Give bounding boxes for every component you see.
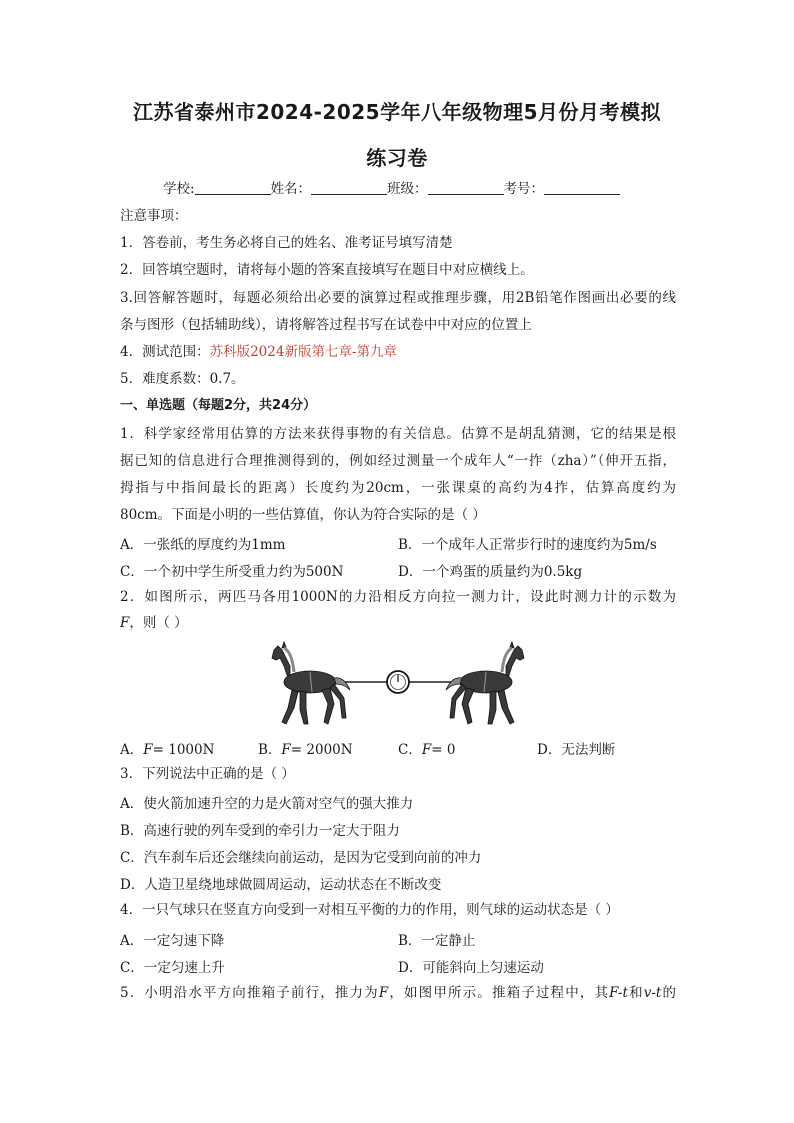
q1-option-c[interactable]: C．一个初中学生所受重力约为500N — [120, 564, 344, 580]
q5-ft-var: F-t — [609, 985, 628, 1001]
q2-b-value: = 2000N — [290, 742, 353, 758]
q4-option-c[interactable]: C．一定匀速上升 — [120, 960, 225, 976]
q2-c-var: F — [421, 742, 432, 758]
spring-scale-icon — [387, 671, 409, 693]
q3-option-c[interactable]: C．汽车刹车后还会继续向前运动，是因为它受到向前的冲力 — [120, 850, 482, 866]
q2-c-value: = 0 — [431, 742, 456, 758]
q2-b-prefix: B． — [258, 742, 282, 758]
exam-no-blank[interactable] — [544, 180, 620, 195]
q4-option-b[interactable]: B．一定静止 — [398, 933, 476, 949]
q3-option-b[interactable]: B．高速行驶的列车受到的牵引力一定大于阻力 — [120, 823, 400, 839]
q2-b-var: F — [281, 742, 291, 758]
q2-a-var: F — [143, 742, 153, 758]
q2-option-a[interactable] — [120, 738, 214, 758]
q2-option-b[interactable] — [258, 738, 353, 758]
notes-heading: 注意事项： — [120, 208, 188, 224]
page-subtitle: 练习卷 — [366, 146, 428, 170]
q2-force-var: F — [120, 615, 130, 631]
q1-line-2: 据已知的信息进行合理推测得到的，例如经过测量一个成年人“一拃（zha）”（伸开五指， — [120, 453, 676, 469]
q1-line-3: 拇指与中指间最长的距离）长度约为20cm，一张课桌的高约为4拃，估算高度约为 — [120, 480, 676, 496]
q3-option-d[interactable]: D．人造卫星绕地球做圆周运动，运动状态在不断改变 — [120, 877, 442, 893]
name-label: 姓名： — [270, 181, 312, 197]
class-blank[interactable] — [428, 180, 504, 195]
note-5: 5．难度系数：0.7。 — [120, 371, 245, 387]
school-label: 学校: — [163, 181, 195, 197]
q2-line-2-rest: ，则（ ） — [129, 615, 188, 631]
q4-option-d[interactable]: D．可能斜向上匀速运动 — [398, 960, 544, 976]
horses-tug-figure — [270, 638, 526, 730]
q5-part-3: 和 — [627, 985, 644, 1001]
q5-line-1 — [120, 984, 676, 1002]
q4-option-a[interactable]: A．一定匀速下降 — [120, 933, 225, 949]
note-4 — [120, 343, 397, 361]
student-info-row — [163, 180, 620, 198]
q2-line-2 — [120, 614, 188, 632]
school-blank[interactable] — [195, 180, 271, 195]
q5-force-var: F — [378, 985, 389, 1001]
q2-option-c[interactable] — [398, 738, 455, 758]
class-label: 班级： — [387, 181, 428, 197]
q2-c-prefix: C． — [398, 742, 422, 758]
q1-option-d[interactable]: D．一个鸡蛋的质量约为0.5kg — [398, 564, 583, 580]
section-heading: 一、单选题（每题2分，共24分） — [120, 398, 317, 413]
q5-part-4: 的 — [661, 985, 677, 1001]
q2-line-1: 2．如图所示，两匹马各用1000N的力沿相反方向拉一测力计，设此时测力计的示数为 — [120, 589, 676, 605]
note-4-prefix: 4．测试范围： — [120, 344, 210, 360]
note-3-line-2: 条与图形（包括辅助线），请将解答过程书写在试卷中中对应的位置上 — [120, 317, 532, 333]
q5-vt-var: v-t — [643, 985, 662, 1001]
q1-option-b[interactable]: B．一个成年人正常步行时的速度约为5m/s — [398, 537, 657, 553]
test-scope: 苏科版2024新版第七章-第九章 — [209, 344, 398, 360]
q4-stem: 4．一只气球只在竖直方向受到一对相互平衡的力的作用，则气球的运动状态是（ ） — [120, 902, 619, 918]
q1-option-a[interactable]: A．一张纸的厚度约为1mm — [120, 537, 286, 553]
note-1: 1．答卷前，考生务必将自己的姓名、准考证号填写清楚 — [120, 235, 453, 251]
exam-no-label: 考号： — [503, 181, 545, 197]
note-3-line-1: 3.回答解答题时，每题必须给出必要的演算过程或推理步骤，用2B铅笔作图画出必要的线 — [120, 290, 676, 306]
q5-part-1: 5．小明沿水平方向推箱子前行，推力为 — [120, 985, 379, 1001]
q5-part-2: ，如图甲所示。推箱子过程中，其 — [388, 985, 610, 1001]
q3-option-a[interactable]: A．使火箭加速升空的力是火箭对空气的强大推力 — [120, 796, 414, 812]
left-horse-icon — [272, 642, 350, 724]
note-2: 2．回答填空题时，请将每小题的答案直接填写在题目中对应横线上。 — [120, 262, 534, 278]
q2-a-prefix: A． — [120, 742, 144, 758]
q2-option-d[interactable]: D．无法判断 — [537, 742, 616, 758]
q2-a-value: = 1000N — [152, 742, 215, 758]
page-title: 江苏省泰州市2024-2025学年八年级物理5月份月考模拟 — [132, 100, 662, 124]
name-blank[interactable] — [311, 180, 387, 195]
right-horse-icon — [446, 642, 524, 724]
q1-line-1: 1．科学家经常用估算的方法来获得事物的有关信息。估算不是胡乱猜测，它的结果是根 — [120, 426, 676, 442]
q1-line-4: 80cm。下面是小明的一些估算值，你认为符合实际的是（ ） — [120, 507, 486, 523]
q3-stem: 3．下列说法中正确的是（ ） — [120, 766, 295, 782]
